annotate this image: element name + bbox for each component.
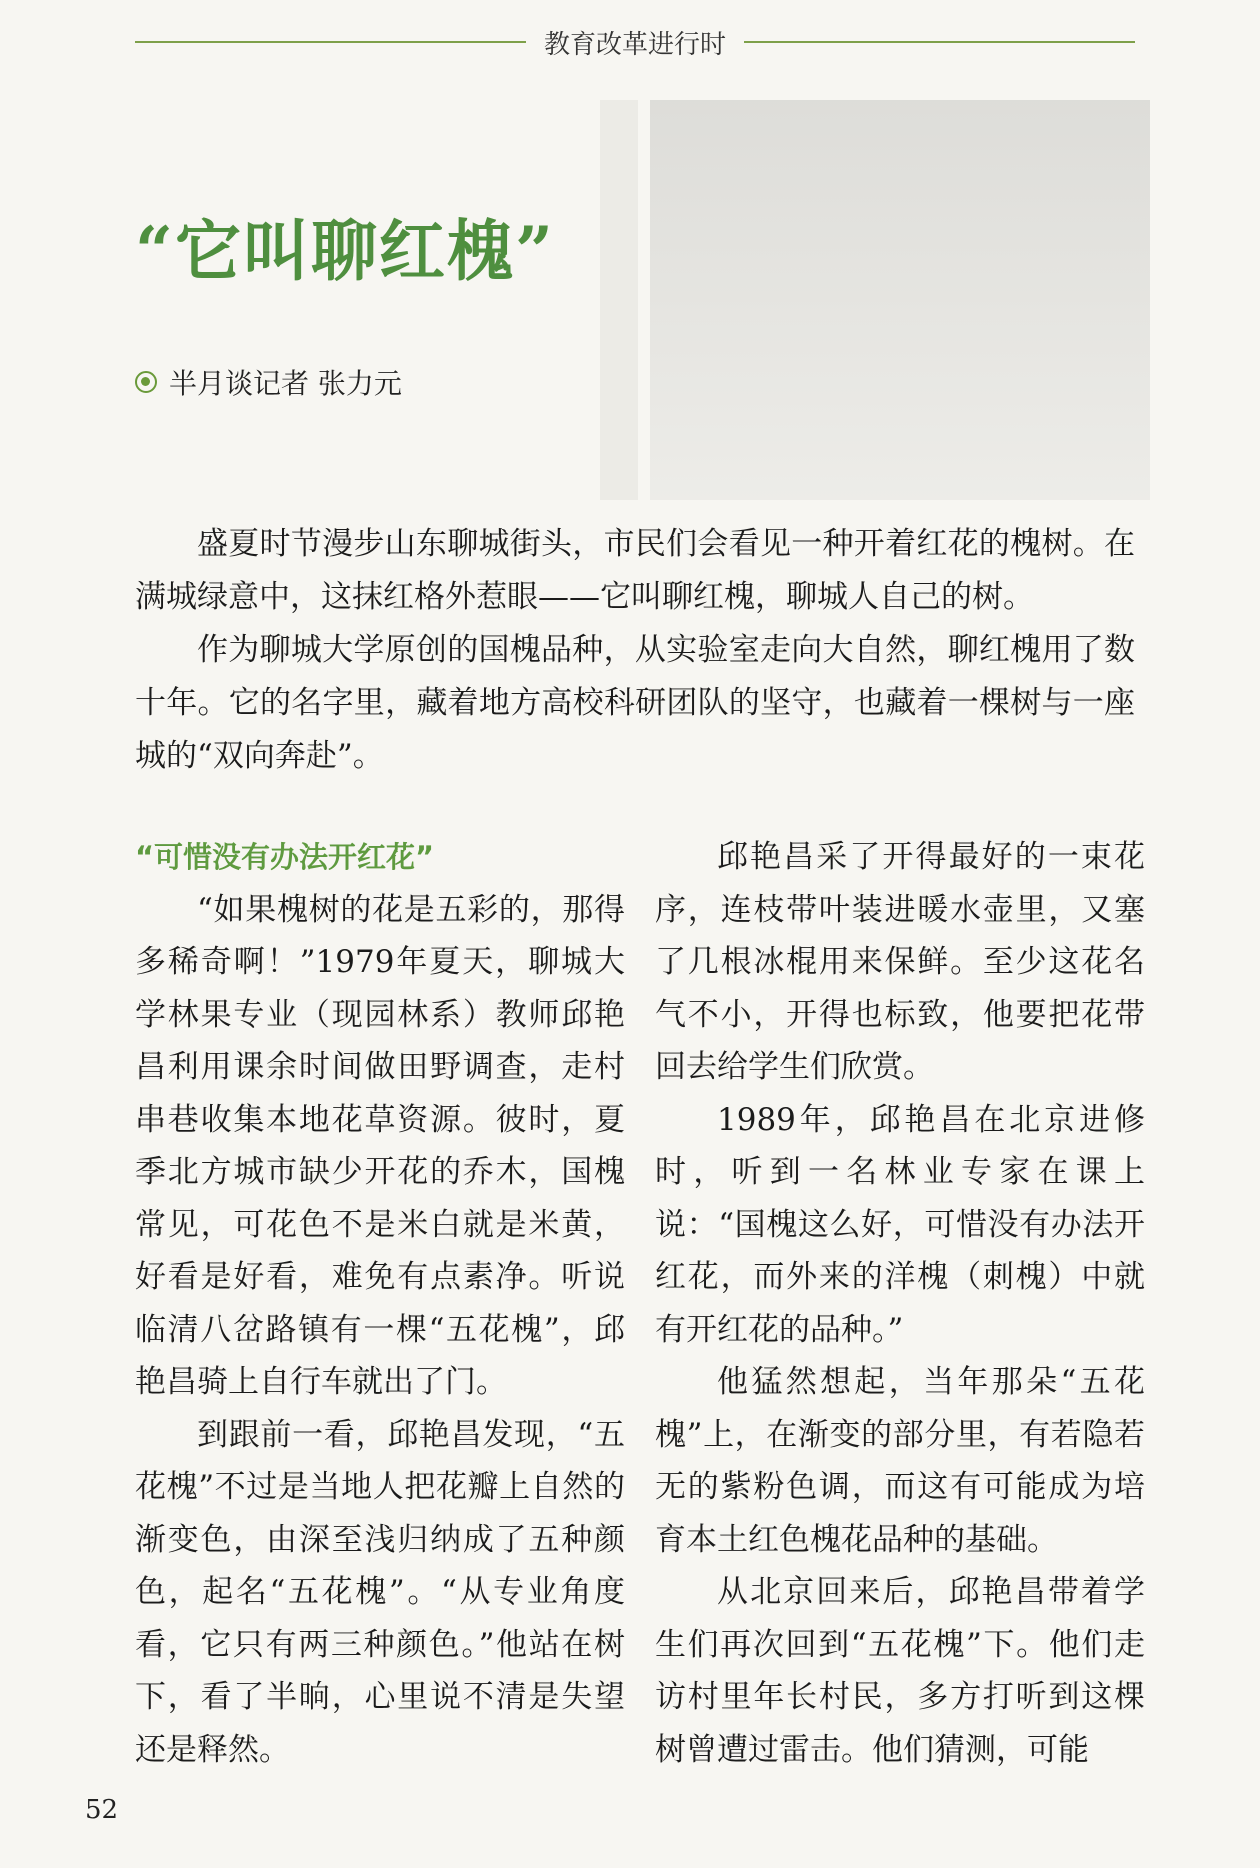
body-paragraph: “如果槐树的花是五彩的，那得多稀奇啊！”1979年夏天，聊城大学林果专业（现园林系）教师邱艳昌利用课余时间做田野调查，走村串巷收集本地花草资源。彼时，夏季北方城市缺少开花的乔木，国槐常见，可花色不是米白就是米黄，好看是好看，难免有点素净。听说临清八岔路镇有一棵“五花槐”，邱艳昌骑上自行车就出了门。 [135, 891, 625, 1400]
header-rule-right [744, 41, 1135, 43]
bullseye-icon [135, 371, 157, 393]
right-column [655, 831, 1145, 1776]
section-heading: “可惜没有办法开红花” [135, 840, 435, 874]
left-column [135, 831, 625, 1776]
body-paragraph: 他猛然想起，当年那朵“五花槐”上，在渐变的部分里，有若隐若无的紫粉色调，而这有可能成为培育本土红色槐花品种的基础。 [655, 1364, 1145, 1558]
show-through-shade-left [600, 100, 638, 500]
byline-text: 半月谈记者 张力元 [169, 367, 402, 400]
show-through-shade [650, 100, 1150, 500]
intro-paragraph: 盛夏时节漫步山东聊城街头，市民们会看见一种开着红花的槐树。在满城绿意中，这抹红格外惹眼——它叫聊红槐，聊城人自己的树。 [135, 526, 1135, 615]
byline [135, 362, 402, 402]
body-paragraph: 到跟前一看，邱艳昌发现，“五花槐”不过是当地人把花瓣上自然的渐变色，由深至浅归纳成了五种颜色，起名“五花槐”。“从专业角度看，它只有两三种颜色。”他站在树下，看了半晌，心里说不清是失望还是释然。 [135, 1416, 625, 1768]
running-header [135, 22, 1135, 62]
section-title: 教育改革进行时 [544, 29, 727, 60]
article-title: “它叫聊红槐” [135, 212, 555, 290]
intro-paragraph: 作为聊城大学原创的国槐品种，从实验室走向大自然，聊红槐用了数十年。它的名字里，藏着地方高校科研团队的坚守，也藏着一棵树与一座城的“双向奔赴”。 [135, 632, 1135, 774]
body-paragraph: 从北京回来后，邱艳昌带着学生们再次回到“五花槐”下。他们走访村里年长村民，多方打听到这棵树曾遭过雷击。他们猜测，可能 [655, 1574, 1145, 1768]
page-number: 52 [85, 1795, 119, 1825]
intro-paragraphs [135, 518, 1135, 783]
body-paragraph: 邱艳昌采了开得最好的一束花序，连枝带叶装进暖水壶里，又塞了几根冰棍用来保鲜。至少这花名气不小，开得也标致，他要把花带回去给学生们欣赏。 [655, 839, 1145, 1085]
header-rule-left [135, 41, 526, 43]
body-paragraph: 1989年，邱艳昌在北京进修时，听到一名林业专家在课上说：“国槐这么好，可惜没有办法开红花，而外来的洋槐（刺槐）中就有开红花的品种。” [655, 1101, 1145, 1348]
